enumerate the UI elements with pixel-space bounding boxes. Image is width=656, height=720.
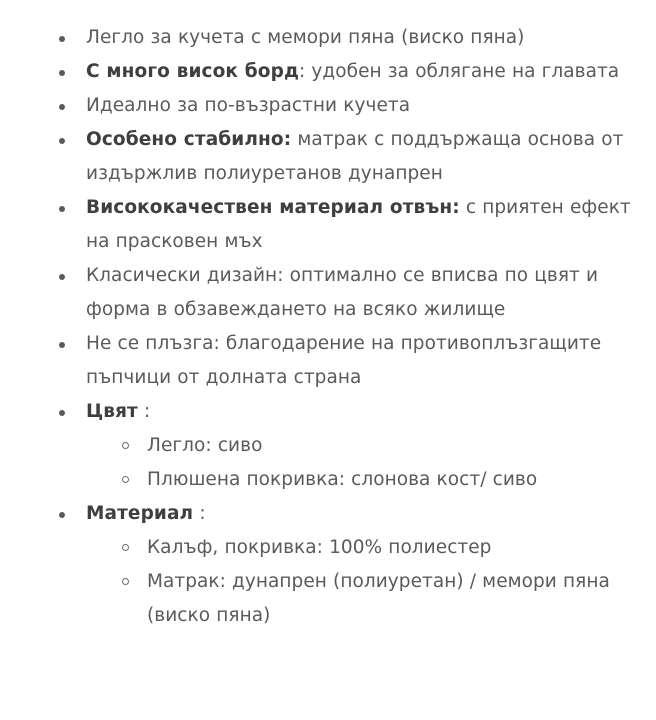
disc-bullet-icon xyxy=(59,104,65,110)
feature-sub-text: Легло: сиво xyxy=(147,435,263,456)
feature-list-item xyxy=(0,327,656,395)
feature-body-text: с приятен ефект на прасковен мъх xyxy=(86,197,631,252)
feature-list-item xyxy=(0,55,656,89)
disc-bullet-icon xyxy=(59,206,65,212)
disc-bullet-icon xyxy=(59,138,65,144)
feature-sub-list xyxy=(86,429,640,497)
feature-lead-text: Цвят xyxy=(86,401,138,422)
feature-body-text: : xyxy=(193,503,206,524)
feature-sub-text: Плюшена покривка: слонова кост/ сиво xyxy=(147,469,538,490)
disc-bullet-icon xyxy=(59,342,65,348)
feature-text: Не се плъзга: благодарение на противоплъзгащите пъпчици от долната страна xyxy=(86,333,602,388)
feature-text: Класически дизайн: оптимално се вписва по цвят и форма в обзавеждането на всяко жилище xyxy=(86,265,599,320)
feature-list-item xyxy=(0,259,656,327)
circle-bullet-icon xyxy=(122,476,129,483)
feature-body-text: : удобен за облягане на главата xyxy=(299,61,620,82)
feature-list-item xyxy=(0,123,656,191)
product-description-panel xyxy=(0,21,656,720)
disc-bullet-icon xyxy=(59,70,65,76)
feature-list-item xyxy=(0,497,656,633)
disc-bullet-icon xyxy=(59,36,65,42)
feature-sub-list xyxy=(86,531,640,633)
feature-sub-list-item xyxy=(86,429,640,463)
feature-lead-text: Особено стабилно: xyxy=(86,129,292,150)
feature-list-item xyxy=(0,395,656,497)
feature-lead-text: Материал xyxy=(86,503,194,524)
feature-sub-text: Калъф, покривка: 100% полиестер xyxy=(147,537,492,558)
feature-sub-text: Матрак: дунапрен (полиуретан) / мемори пяна (виско пяна) xyxy=(147,571,610,626)
feature-body-text: матрак с поддържаща основа от издържлив полиуретанов дунапрен xyxy=(86,129,624,184)
feature-lead-text: Висококачествен материал отвън: xyxy=(86,197,460,218)
feature-text: Легло за кучета с мемори пяна (виско пяна) xyxy=(86,27,525,48)
disc-bullet-icon xyxy=(59,512,65,518)
feature-sub-list-item xyxy=(86,565,640,633)
feature-text: Идеално за по-възрастни кучета xyxy=(86,95,411,116)
feature-list-item xyxy=(0,191,656,259)
circle-bullet-icon xyxy=(122,578,129,585)
disc-bullet-icon xyxy=(59,410,65,416)
circle-bullet-icon xyxy=(122,442,129,449)
feature-sub-list-item xyxy=(86,463,640,497)
feature-list-item xyxy=(0,89,656,123)
feature-body-text: : xyxy=(137,401,151,422)
feature-list-item xyxy=(0,21,656,55)
product-feature-list xyxy=(0,21,656,633)
feature-lead-text: С много висок борд xyxy=(86,61,299,82)
circle-bullet-icon xyxy=(122,544,129,551)
feature-sub-list-item xyxy=(86,531,640,565)
disc-bullet-icon xyxy=(59,274,65,280)
